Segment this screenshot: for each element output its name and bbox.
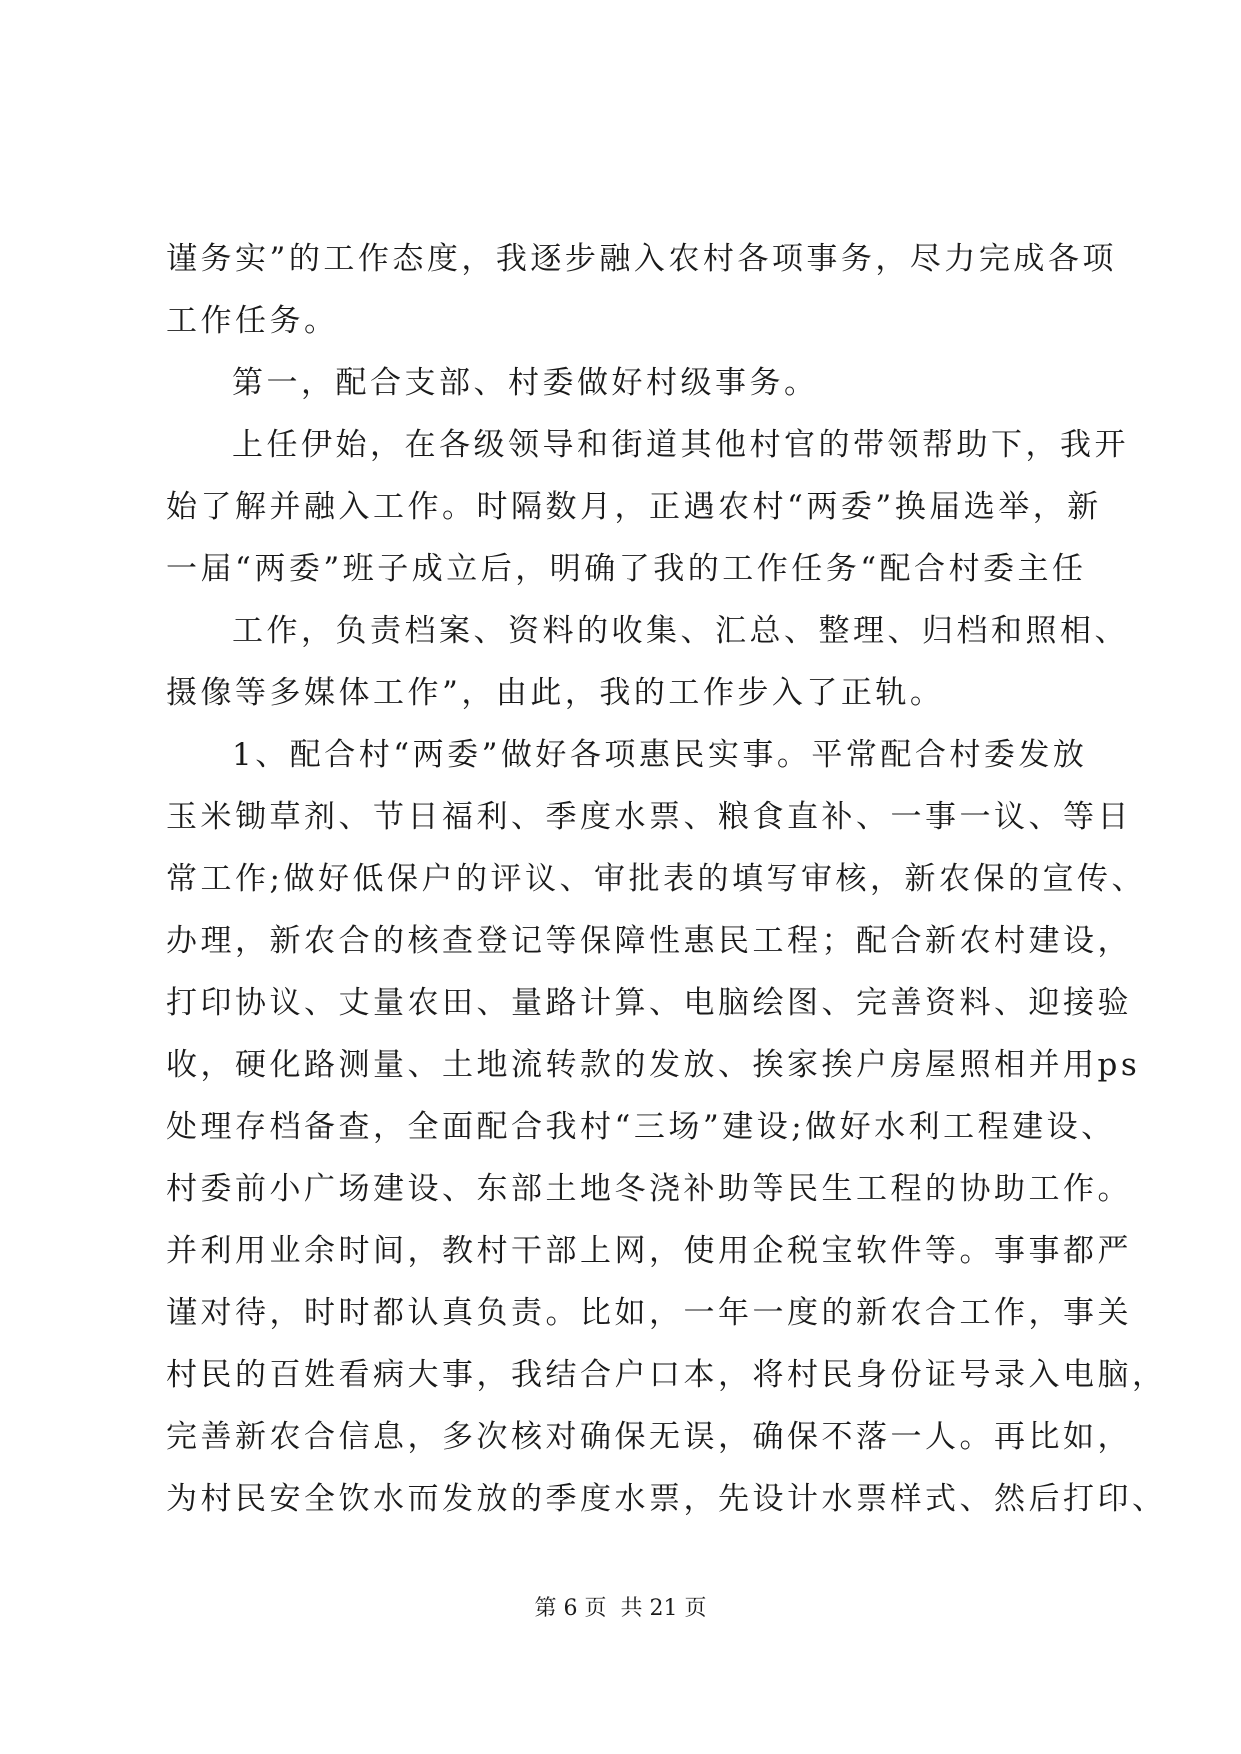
text-line: 为村民安全饮水而发放的季度水票，先设计水票样式、然后打印、	[166, 1481, 1167, 1517]
page-footer	[0, 1594, 1241, 1624]
text-line: 工作，负责档案、资料的收集、汇总、整理、归档和照相、	[232, 613, 1129, 649]
text-line: 办理，新农合的核查登记等保障性惠民工程；配合新农村建设，	[166, 923, 1132, 959]
section-heading: 第一，配合支部、村委做好村级事务。	[232, 365, 819, 401]
text-line: 谨对待，时时都认真负责。比如，一年一度的新农合工作，事关	[166, 1295, 1132, 1331]
text-line: 常工作;做好低保户的评议、审批表的填写审核，新农保的宣传、	[166, 861, 1146, 897]
text-line: 并利用业余时间，教村干部上网，使用企税宝软件等。事事都严	[166, 1233, 1132, 1269]
text-line: 摄像等多媒体工作”，由此，我的工作步入了正轨。	[166, 675, 945, 711]
text-line: 上任伊始，在各级领导和街道其他村官的带领帮助下，我开	[232, 427, 1129, 463]
text-line: 村委前小广场建设、东部土地冬浇补助等民生工程的协助工作。	[166, 1171, 1132, 1207]
text-line: 一届“两委”班子成立后，明确了我的工作任务“配合村委主任	[166, 551, 1087, 587]
body-text	[166, 228, 1167, 1530]
text-line: 玉米锄草剂、节日福利、季度水票、粮食直补、一事一议、等日	[166, 799, 1132, 835]
text-line: 收，硬化路测量、土地流转款的发放、挨家挨户房屋照相并用ps	[166, 1047, 1141, 1083]
text-line: 处理存档备查，全面配合我村“三场”建设;做好水利工程建设、	[166, 1109, 1116, 1145]
text-line: 工作任务。	[166, 303, 339, 339]
page-number: 第 6 页 共 21 页	[534, 1596, 707, 1621]
text-line: 始了解并融入工作。时隔数月，正遇农村“两委”换届选举，新	[166, 489, 1102, 525]
text-line: 谨务实”的工作态度，我逐步融入农村各项事务，尽力完成各项	[166, 241, 1117, 277]
text-line: 村民的百姓看病大事，我结合户口本，将村民身份证号录入电脑，	[166, 1357, 1167, 1393]
text-line: 打印协议、丈量农田、量路计算、电脑绘图、完善资料、迎接验	[166, 985, 1132, 1021]
text-line: 完善新农合信息，多次核对确保无误，确保不落一人。再比如，	[166, 1419, 1132, 1455]
text-line: 1、配合村“两委”做好各项惠民实事。平常配合村委发放	[232, 737, 1088, 773]
